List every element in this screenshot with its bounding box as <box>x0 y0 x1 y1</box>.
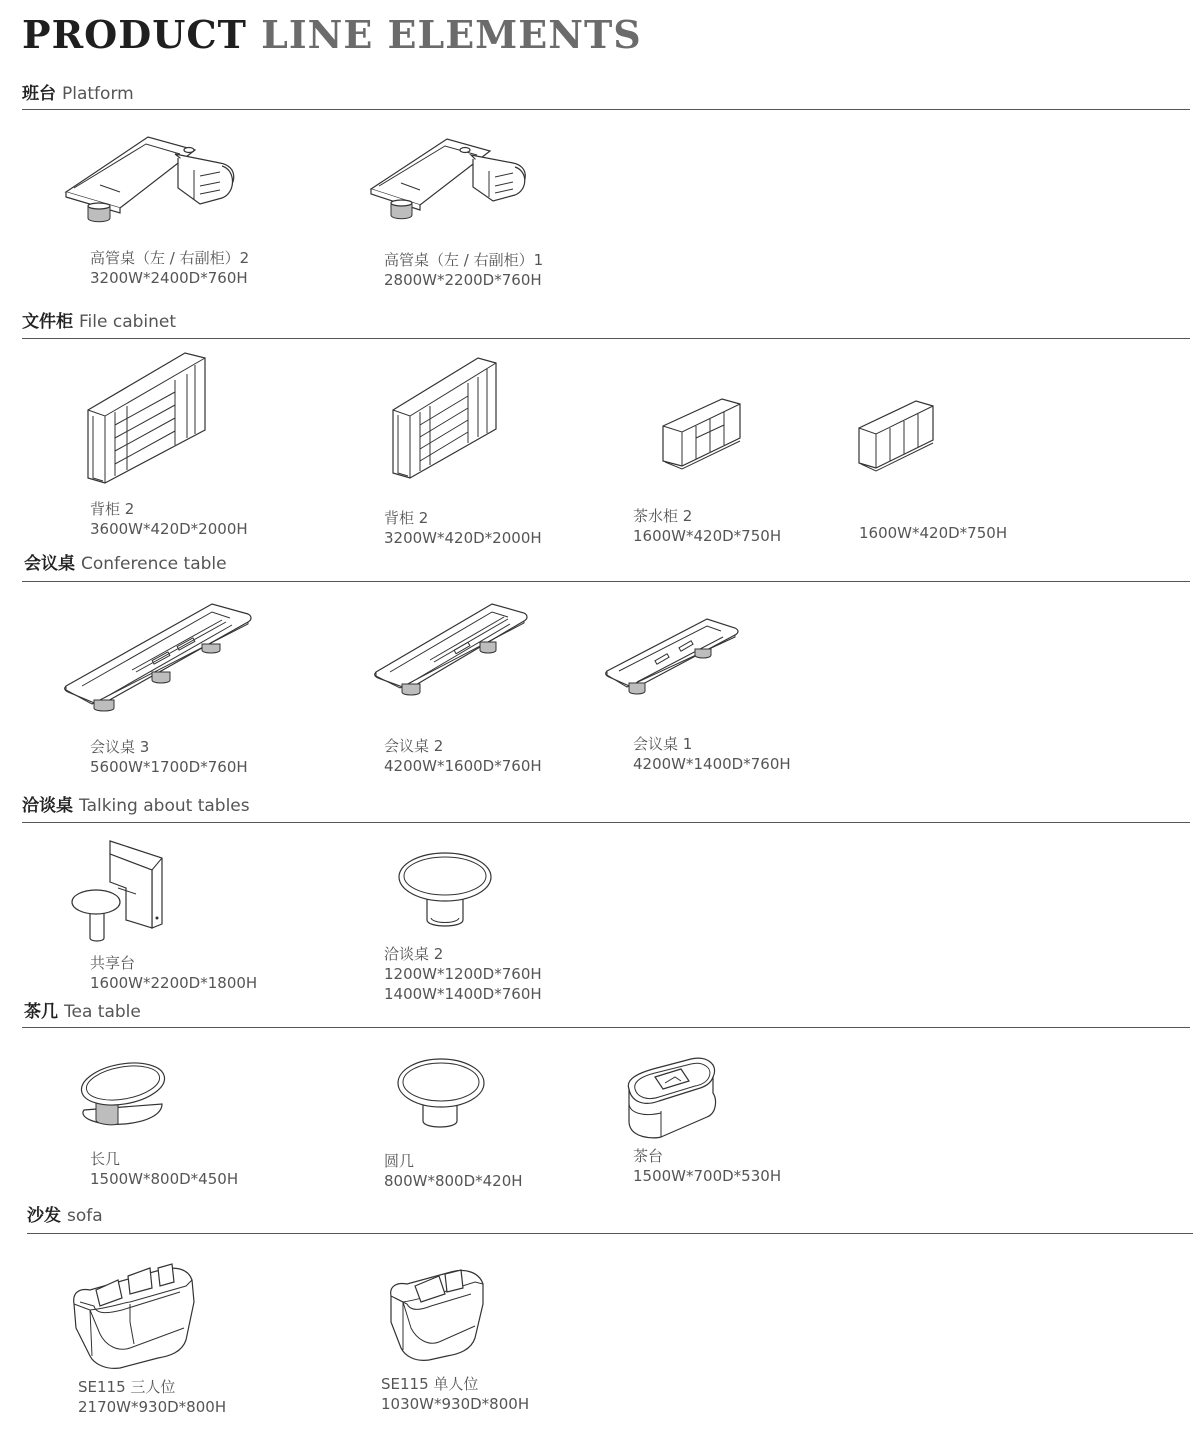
caption <box>384 736 542 776</box>
caption <box>381 1374 529 1414</box>
product-dimensions: 3200W*420D*2000H <box>384 529 542 547</box>
long-coffee-table-illustration <box>78 1052 170 1132</box>
product-conference-2[interactable] <box>372 600 532 700</box>
product-conference-1[interactable] <box>62 600 252 715</box>
section-cn-label: 洽谈桌 <box>22 796 73 816</box>
product-dimensions: 1200W*1200D*760H <box>384 965 542 983</box>
tea-cabinet-illustration <box>856 398 938 473</box>
bookcase-illustration <box>390 355 500 480</box>
caption <box>633 1146 781 1186</box>
section-en-label: Talking about tables <box>79 796 250 816</box>
product-tea-3[interactable] <box>625 1055 720 1140</box>
product-talking-2[interactable] <box>395 850 495 930</box>
product-dimensions: 1600W*2200D*1800H <box>90 974 258 992</box>
section-header-talking-tables <box>22 791 250 816</box>
conference-table-illustration <box>372 600 532 700</box>
product-name: 背柜 2 <box>384 509 429 527</box>
product-sofa-2[interactable] <box>387 1266 487 1366</box>
caption <box>384 944 542 1004</box>
product-dimensions: 1500W*700D*530H <box>633 1167 782 1185</box>
conference-table-illustration <box>62 600 252 715</box>
section-divider <box>22 1027 1190 1028</box>
caption <box>90 248 249 288</box>
caption <box>384 1151 523 1191</box>
bookcase-illustration <box>85 350 210 485</box>
product-dimensions: 3600W*420D*2000H <box>90 520 248 538</box>
section-header-sofa <box>27 1201 103 1226</box>
section-cn-label: 班台 <box>22 84 56 104</box>
caption <box>633 506 781 546</box>
product-cabinet-4[interactable] <box>856 398 938 473</box>
caption <box>859 523 1007 543</box>
round-table-illustration <box>395 850 495 930</box>
product-tea-1[interactable] <box>78 1052 170 1132</box>
section-header-tea-table <box>24 997 141 1022</box>
product-name: 会议桌 1 <box>633 735 693 753</box>
product-dimensions: 5600W*1700D*760H <box>90 758 248 776</box>
executive-desk-illustration <box>60 130 240 230</box>
product-name: 背柜 2 <box>90 500 135 518</box>
section-divider <box>27 1233 1193 1234</box>
product-name: SE115 三人位 <box>78 1378 176 1396</box>
product-platform-1[interactable] <box>60 130 240 230</box>
product-name: SE115 单人位 <box>381 1375 479 1393</box>
section-divider <box>22 338 1190 339</box>
single-seat-sofa-illustration <box>387 1266 487 1366</box>
product-name: 洽谈桌 2 <box>384 945 444 963</box>
product-name: 茶台 <box>633 1147 664 1165</box>
product-name: 共享台 <box>90 954 136 972</box>
product-dimensions: 2800W*2200D*760H <box>384 271 542 289</box>
product-dimensions: 3200W*2400D*760H <box>90 269 248 287</box>
product-name: 高管桌（左 / 右副柜）1 <box>384 251 544 269</box>
title-part1: PRODUCT <box>22 12 247 57</box>
section-en-label: File cabinet <box>79 312 177 332</box>
page-title <box>22 12 642 57</box>
shared-desk-illustration <box>70 838 175 943</box>
caption <box>384 250 543 290</box>
section-header-file-cabinet <box>22 307 176 332</box>
product-name: 圆几 <box>384 1152 415 1170</box>
caption <box>90 737 248 777</box>
caption <box>90 953 257 993</box>
product-name: 会议桌 3 <box>90 738 150 756</box>
section-cn-label: 沙发 <box>27 1206 61 1226</box>
section-divider <box>22 581 1190 582</box>
caption <box>384 508 542 548</box>
product-name: 会议桌 2 <box>384 737 444 755</box>
tea-cabinet-illustration <box>660 396 745 471</box>
three-seat-sofa-illustration <box>70 1262 198 1372</box>
section-header-conference-table <box>24 549 227 574</box>
caption <box>90 1149 238 1189</box>
tea-station-illustration <box>625 1055 720 1140</box>
section-divider <box>22 109 1190 110</box>
section-cn-label: 茶几 <box>24 1002 58 1022</box>
caption <box>78 1377 226 1417</box>
product-dimensions: 1500W*800D*450H <box>90 1170 239 1188</box>
product-name: 茶水柜 2 <box>633 507 693 525</box>
round-coffee-table-illustration <box>395 1055 487 1130</box>
product-cabinet-2[interactable] <box>390 355 500 480</box>
section-en-label: Platform <box>62 84 134 104</box>
product-dimensions: 800W*800D*420H <box>384 1172 523 1190</box>
product-cabinet-1[interactable] <box>85 350 210 485</box>
product-dimensions: 4200W*1600D*760H <box>384 757 542 775</box>
product-name: 高管桌（左 / 右副柜）2 <box>90 249 250 267</box>
conference-table-illustration <box>603 615 743 695</box>
product-talking-1[interactable] <box>70 838 175 943</box>
product-sofa-1[interactable] <box>70 1262 198 1372</box>
section-header-platform <box>22 79 134 104</box>
product-cabinet-3[interactable] <box>660 396 745 471</box>
section-en-label: sofa <box>67 1206 103 1226</box>
section-en-label: Tea table <box>64 1002 141 1022</box>
product-dimensions: 1600W*420D*750H <box>859 524 1008 542</box>
section-divider <box>22 822 1190 823</box>
caption <box>90 499 248 539</box>
executive-desk-illustration <box>365 133 535 228</box>
product-dimensions: 2170W*930D*800H <box>78 1398 227 1416</box>
section-en-label: Conference table <box>81 554 227 574</box>
product-dimensions-alt: 1400W*1400D*760H <box>384 985 542 1003</box>
product-name: 长几 <box>90 1150 121 1168</box>
product-platform-2[interactable] <box>365 133 535 228</box>
section-cn-label: 会议桌 <box>24 554 75 574</box>
section-cn-label: 文件柜 <box>22 312 73 332</box>
product-dimensions: 1600W*420D*750H <box>633 527 782 545</box>
caption <box>633 734 791 774</box>
title-part2: LINE ELEMENTS <box>261 12 642 57</box>
product-dimensions: 1030W*930D*800H <box>381 1395 530 1413</box>
product-conference-3[interactable] <box>603 615 743 695</box>
product-dimensions: 4200W*1400D*760H <box>633 755 791 773</box>
product-tea-2[interactable] <box>395 1055 487 1130</box>
